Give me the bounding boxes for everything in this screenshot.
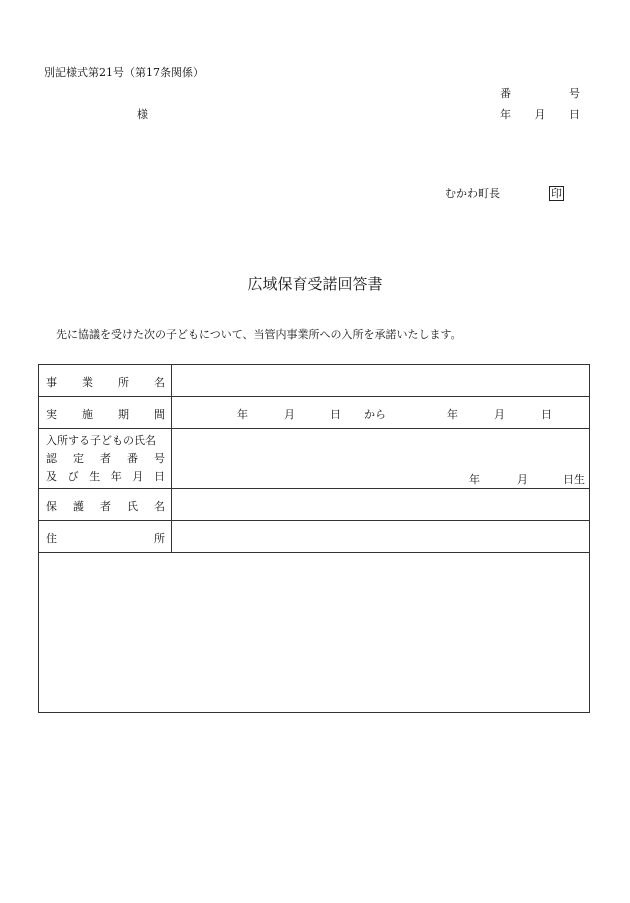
- cert-number-label: [46, 450, 165, 466]
- document-number-field: [500, 87, 580, 101]
- doc-number-char: 号: [569, 87, 580, 100]
- facility-label: [46, 374, 165, 390]
- period-from-month: 月: [284, 408, 295, 421]
- label-char: 名: [154, 500, 165, 513]
- label-char: 年: [110, 470, 122, 483]
- label-char: 名: [154, 376, 165, 389]
- period-from-year: 年: [237, 408, 248, 421]
- birthdate-label: [46, 468, 165, 484]
- table-row-period: [39, 397, 589, 429]
- label-char: 住: [46, 532, 57, 545]
- guardian-label: [46, 498, 165, 514]
- label-char: 実: [46, 408, 57, 421]
- birth-year: 年: [469, 473, 480, 486]
- child-name-label: 入所する子どもの氏名: [46, 434, 156, 447]
- table-row-child: [39, 429, 589, 489]
- seal-icon: 印: [551, 187, 562, 200]
- label-char: 氏: [127, 500, 138, 513]
- date-char: 日: [569, 108, 580, 121]
- period-to-day: 日: [541, 408, 552, 421]
- form-number: 別記様式第21号（第17条関係）: [44, 66, 204, 79]
- label-char: 及: [46, 470, 57, 483]
- label-char: 者: [100, 452, 111, 465]
- body-text: 先に協議を受けた次の子どもについて、当管内事業所への入所を承諾いたします。: [56, 328, 462, 341]
- label-char: 番: [127, 452, 138, 465]
- label-char: 日: [153, 470, 165, 483]
- table-row-address: [39, 521, 589, 553]
- birth-month: 月: [517, 473, 528, 486]
- label-char: 施: [82, 408, 93, 421]
- document-title: 広域保育受諾回答書: [247, 275, 383, 293]
- label-char: 業: [82, 376, 93, 389]
- label-char: 認: [46, 452, 57, 465]
- birth-day: 日生: [563, 473, 585, 486]
- table-row-facility: [39, 365, 589, 397]
- label-char: 所: [154, 532, 165, 545]
- address-label: [46, 530, 165, 546]
- date-char: 月: [534, 108, 546, 121]
- period-conjunction: から: [364, 408, 386, 421]
- label-char: 者: [100, 500, 111, 513]
- issue-date-field: [500, 108, 580, 122]
- seal-mark: [549, 186, 564, 201]
- period-to-month: 月: [494, 408, 505, 421]
- label-char: 生: [89, 470, 101, 483]
- table-row-guardian: [39, 489, 589, 521]
- form-table: [38, 364, 590, 713]
- doc-number-char: 番: [500, 87, 511, 100]
- label-char: 護: [73, 500, 84, 513]
- label-char: 所: [118, 376, 129, 389]
- label-char: 号: [154, 452, 165, 465]
- date-char: 年: [500, 108, 511, 121]
- addressee-suffix: 様: [137, 108, 148, 121]
- label-char: び: [67, 470, 79, 483]
- remarks-area: [39, 553, 589, 712]
- label-char: 保: [46, 500, 57, 513]
- label-char: 定: [73, 452, 84, 465]
- label-char: 期: [118, 408, 129, 421]
- label-char: 月: [132, 470, 144, 483]
- period-label: [46, 406, 165, 422]
- label-char: 間: [154, 408, 165, 421]
- period-from-day: 日: [330, 408, 341, 421]
- period-to-year: 年: [447, 408, 458, 421]
- sender-name: むかわ町長: [445, 187, 500, 200]
- label-char: 事: [46, 376, 57, 389]
